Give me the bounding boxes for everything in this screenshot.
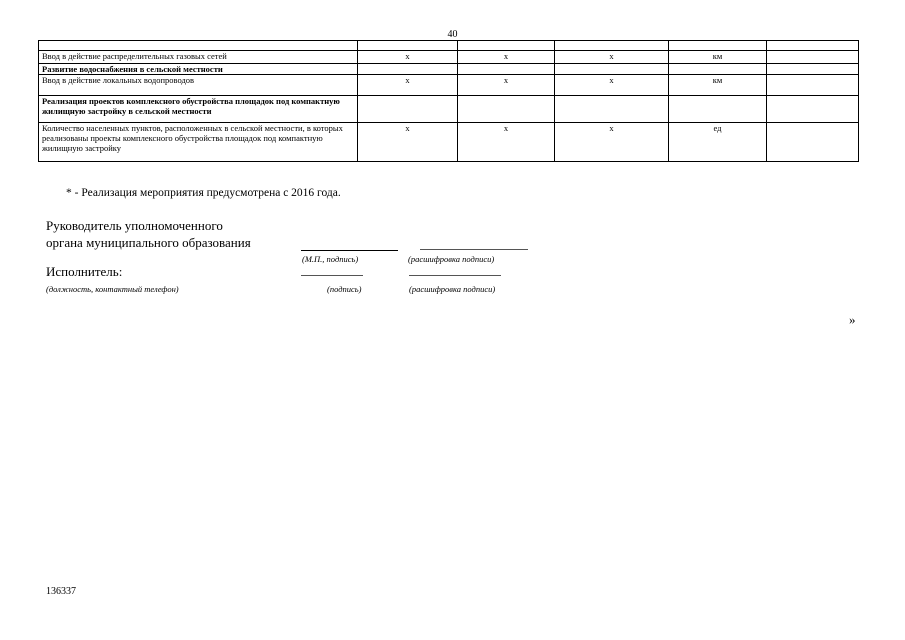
table-cell xyxy=(458,41,555,51)
table-cell xyxy=(669,64,767,75)
document-code: 136337 xyxy=(46,586,76,597)
table-cell xyxy=(669,96,767,123)
table-cell: x xyxy=(458,75,555,96)
row-label: Развитие водоснабжения в сельской местности xyxy=(39,64,358,75)
table-cell: x xyxy=(358,75,458,96)
row-label: Количество населенных пунктов, расположенных в сельской местности, в которых реализованы проекты комплексного обустройства площадок под компактную жилищную застройку xyxy=(39,123,358,162)
table-cell: км xyxy=(669,51,767,64)
page-number: 40 xyxy=(447,29,458,40)
executor-label: Исполнитель: xyxy=(46,264,123,279)
table-cell xyxy=(767,51,859,64)
executor-decode-line xyxy=(409,275,501,276)
closing-quote: » xyxy=(849,312,856,327)
table-row xyxy=(39,41,859,51)
row-label xyxy=(39,41,358,51)
head-signature-line xyxy=(301,250,398,251)
table-cell xyxy=(555,64,669,75)
head-title-line1: Руководитель уполномоченного xyxy=(46,218,223,233)
report-table xyxy=(38,40,859,162)
table-cell xyxy=(458,96,555,123)
row-label: Реализация проектов комплексного обустройства площадок под компактную жилищную застройку в сельской местности xyxy=(39,96,358,123)
table-cell: x xyxy=(458,51,555,64)
table-cell: x xyxy=(555,51,669,64)
table-cell xyxy=(555,96,669,123)
table-cell xyxy=(767,41,859,51)
table-cell xyxy=(669,41,767,51)
head-decode-caption: (расшифровка подписи) xyxy=(408,254,495,264)
head-title-line2: органа муниципального образования xyxy=(46,235,251,250)
table-row xyxy=(39,75,859,96)
table-cell xyxy=(767,75,859,96)
table-cell: км xyxy=(669,75,767,96)
table-row xyxy=(39,96,859,123)
executor-decode-caption: (расшифровка подписи) xyxy=(409,284,496,294)
head-decode-line xyxy=(420,249,528,250)
table-cell xyxy=(358,41,458,51)
table-cell xyxy=(767,64,859,75)
table-cell: x xyxy=(358,51,458,64)
table-cell xyxy=(458,64,555,75)
row-label: Ввод в действие локальных водопроводов xyxy=(39,75,358,96)
table-cell xyxy=(767,96,859,123)
table-cell: x xyxy=(358,123,458,162)
table-cell xyxy=(358,96,458,123)
executor-signature-line xyxy=(301,275,363,276)
executor-sign-caption: (подпись) xyxy=(327,284,362,294)
footnote: * - Реализация мероприятия предусмотрена с 2016 года. xyxy=(66,187,341,199)
row-label: Ввод в действие распределительных газовых сетей xyxy=(39,51,358,64)
table-row xyxy=(39,51,859,64)
table-cell: ед xyxy=(669,123,767,162)
table-cell xyxy=(555,41,669,51)
executor-position-caption: (должность, контактный телефон) xyxy=(46,284,179,294)
table-cell: x xyxy=(555,75,669,96)
table-cell: x xyxy=(555,123,669,162)
table-cell: x xyxy=(458,123,555,162)
table-row xyxy=(39,64,859,75)
table-cell xyxy=(767,123,859,162)
table-cell xyxy=(358,64,458,75)
table-row xyxy=(39,123,859,162)
head-sign-caption: (М.П., подпись) xyxy=(302,254,359,264)
